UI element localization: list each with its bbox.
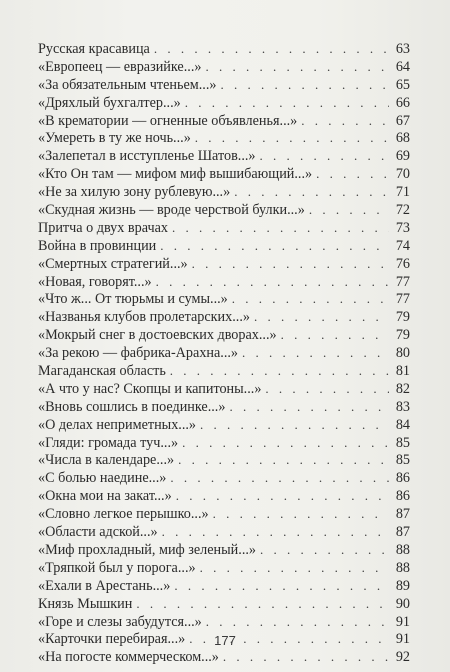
- toc-entry: [38, 344, 410, 362]
- toc-entry: [38, 577, 410, 595]
- dot-leader: [192, 255, 389, 273]
- toc-entry-title: «Что ж... От тюрьмы и сумы...»: [38, 291, 228, 308]
- dot-leader: [162, 523, 389, 541]
- toc-entry-title: «Названья клубов пролетарских...»: [38, 309, 250, 326]
- toc-entry-page: 85: [395, 452, 410, 469]
- dot-leader: [229, 398, 389, 416]
- dot-leader: [174, 577, 389, 595]
- toc-entry: [38, 112, 410, 130]
- dot-leader: [205, 58, 389, 76]
- dot-leader: [170, 362, 389, 380]
- toc-entry: [38, 648, 410, 666]
- toc-entry-title: «Словно легкое перышко...»: [38, 506, 209, 523]
- dot-leader: [260, 147, 389, 165]
- toc-entry: [38, 201, 410, 219]
- dot-leader: [136, 595, 389, 613]
- toc-entry-page: 92: [395, 649, 410, 666]
- toc-entry: [38, 487, 410, 505]
- toc-entry-page: 64: [395, 58, 410, 75]
- toc-entry-page: 72: [395, 202, 410, 219]
- toc-entry-page: 86: [395, 488, 410, 505]
- toc-entry: [38, 290, 410, 308]
- dot-leader: [182, 434, 389, 452]
- toc-entry-page: 81: [395, 363, 410, 380]
- toc-entry: [38, 219, 410, 237]
- dot-leader: [176, 487, 389, 505]
- toc-entry-title: «Вновь сошлись в поединке...»: [38, 398, 226, 415]
- page-number: 177: [214, 633, 236, 648]
- toc-entry-title: «С болью наедине...»: [38, 470, 167, 487]
- toc-entry-title: «Европеец — евразийке...»: [38, 58, 202, 75]
- toc-entry: [38, 613, 410, 631]
- toc-entry-page: 73: [395, 219, 410, 236]
- toc-entry: [38, 434, 410, 452]
- toc-entry-title: «Новая, говорят...»: [38, 273, 152, 290]
- toc-entry-title: Война в провинции: [38, 237, 157, 254]
- dot-leader: [156, 273, 389, 291]
- dot-leader: [260, 541, 389, 559]
- toc-entry-title: «Числа в календаре...»: [38, 452, 175, 469]
- dot-leader: [281, 326, 389, 344]
- dot-leader: [195, 129, 389, 147]
- toc-entry: [38, 380, 410, 398]
- toc-entry: [38, 308, 410, 326]
- toc-entry-title: «Залепетал в исступленье Шатов...»: [38, 148, 256, 165]
- dot-leader: [160, 237, 389, 255]
- toc-entry-page: 65: [395, 76, 410, 93]
- toc-entry-title: «Умереть в ту же ночь...»: [38, 130, 191, 147]
- toc-entry-title: «Мокрый снег в достоевских дворах...»: [38, 327, 277, 344]
- table-of-contents: [38, 40, 410, 666]
- toc-entry-page: 76: [395, 255, 410, 272]
- toc-entry-page: 79: [395, 327, 410, 344]
- toc-entry-page: 67: [395, 112, 410, 129]
- toc-entry-title: «Скудная жизнь — вроде черствой булки...»: [38, 202, 305, 219]
- dot-leader: [234, 183, 389, 201]
- toc-entry: [38, 326, 410, 344]
- toc-entry: [38, 183, 410, 201]
- toc-entry: [38, 523, 410, 541]
- toc-entry-page: 80: [395, 345, 410, 362]
- toc-entry: [38, 165, 410, 183]
- toc-entry-page: 77: [395, 291, 410, 308]
- toc-entry-page: 90: [395, 595, 410, 612]
- toc-entry-title: «Окна мои на закат...»: [38, 488, 172, 505]
- toc-entry: [38, 76, 410, 94]
- toc-entry-page: 88: [395, 541, 410, 558]
- toc-entry-title: «Области адской...»: [38, 524, 158, 541]
- toc-entry-page: 71: [395, 184, 410, 201]
- dot-leader: [265, 380, 389, 398]
- toc-entry-page: 79: [395, 309, 410, 326]
- toc-entry: [38, 469, 410, 487]
- toc-entry-page: 77: [395, 273, 410, 290]
- toc-entry-title: Русская красавица: [38, 41, 150, 57]
- toc-entry-page: 91: [395, 631, 410, 648]
- toc-entry: [38, 559, 410, 577]
- toc-entry-page: 87: [395, 524, 410, 541]
- toc-entry: [38, 505, 410, 523]
- toc-entry: [38, 129, 410, 147]
- toc-entry-title: «В крематории — огненные объявленья...»: [38, 112, 298, 129]
- toc-entry-page: 86: [395, 470, 410, 487]
- dot-leader: [170, 469, 389, 487]
- toc-entry: [38, 595, 410, 613]
- toc-entry: [38, 416, 410, 434]
- toc-entry-title: «Миф прохладный, миф зеленый...»: [38, 541, 257, 558]
- dot-leader: [178, 451, 389, 469]
- toc-entry-title: «О делах неприметных...»: [38, 416, 197, 433]
- toc-entry-title: «За обязательным чтеньем...»: [38, 76, 217, 93]
- dot-leader: [301, 112, 389, 130]
- toc-entry: [38, 541, 410, 559]
- toc-entry: [38, 237, 410, 255]
- dot-leader: [223, 648, 389, 666]
- toc-entry-title: «Гляди: громада туч...»: [38, 434, 179, 451]
- dot-leader: [154, 40, 389, 58]
- toc-entry: [38, 398, 410, 416]
- toc-entry: [38, 362, 410, 380]
- toc-entry-title: «Не за хилую зону рублевую...»: [38, 184, 231, 201]
- toc-entry-title: «На погосте коммерческом...»: [38, 649, 219, 666]
- toc-entry-page: 88: [395, 559, 410, 576]
- dot-leader: [206, 613, 389, 631]
- dot-leader: [200, 416, 389, 434]
- toc-entry-page: 83: [395, 398, 410, 415]
- dot-leader: [213, 505, 389, 523]
- dot-leader: [309, 201, 389, 219]
- toc-entry: [38, 94, 410, 112]
- toc-entry: [38, 40, 410, 58]
- toc-entry-page: 63: [395, 41, 410, 57]
- toc-entry-title: «Карточки перебирая...»: [38, 631, 186, 648]
- toc-entry-page: 91: [395, 613, 410, 630]
- dot-leader: [316, 165, 389, 183]
- toc-entry-page: 74: [395, 237, 410, 254]
- dot-leader: [200, 559, 389, 577]
- dot-leader: [220, 76, 389, 94]
- toc-entry-page: 68: [395, 130, 410, 147]
- dot-leader: [254, 308, 389, 326]
- toc-entry-title: Магаданская область: [38, 363, 166, 380]
- toc-entry-page: 84: [395, 416, 410, 433]
- toc-entry: [38, 451, 410, 469]
- dot-leader: [242, 344, 389, 362]
- toc-entry-page: 69: [395, 148, 410, 165]
- toc-entry: [38, 147, 410, 165]
- toc-entry-title: «За рекою — фабрика-Арахна...»: [38, 345, 239, 362]
- toc-entry: [38, 255, 410, 273]
- dot-leader: [232, 290, 389, 308]
- dot-leader: [185, 94, 389, 112]
- toc-entry-title: «Тряпкой был у порога...»: [38, 559, 196, 576]
- toc-entry-title: «Ехали в Арестань...»: [38, 577, 171, 594]
- toc-entry-title: Притча о двух врачах: [38, 219, 168, 236]
- toc-entry: [38, 58, 410, 76]
- toc-entry-page: 89: [395, 577, 410, 594]
- toc-entry-page: 82: [395, 380, 410, 397]
- toc-entry-title: «Дряхлый бухгалтер...»: [38, 94, 181, 111]
- toc-entry-page: 66: [395, 94, 410, 111]
- toc-entry-title: «А что у нас? Скопцы и капитоны...»: [38, 380, 262, 397]
- toc-entry-title: «Смертных стратегий...»: [38, 255, 188, 272]
- dot-leader: [172, 219, 389, 237]
- toc-entry-page: 87: [395, 506, 410, 523]
- toc-entry-title: «Кто Он там — мифом миф вышибающий...»: [38, 166, 313, 183]
- toc-entry-page: 70: [395, 166, 410, 183]
- toc-entry-title: «Горе и слезы забудутся...»: [38, 613, 202, 630]
- toc-entry-page: 85: [395, 434, 410, 451]
- toc-entry: [38, 273, 410, 291]
- toc-entry-title: Князь Мышкин: [38, 595, 133, 612]
